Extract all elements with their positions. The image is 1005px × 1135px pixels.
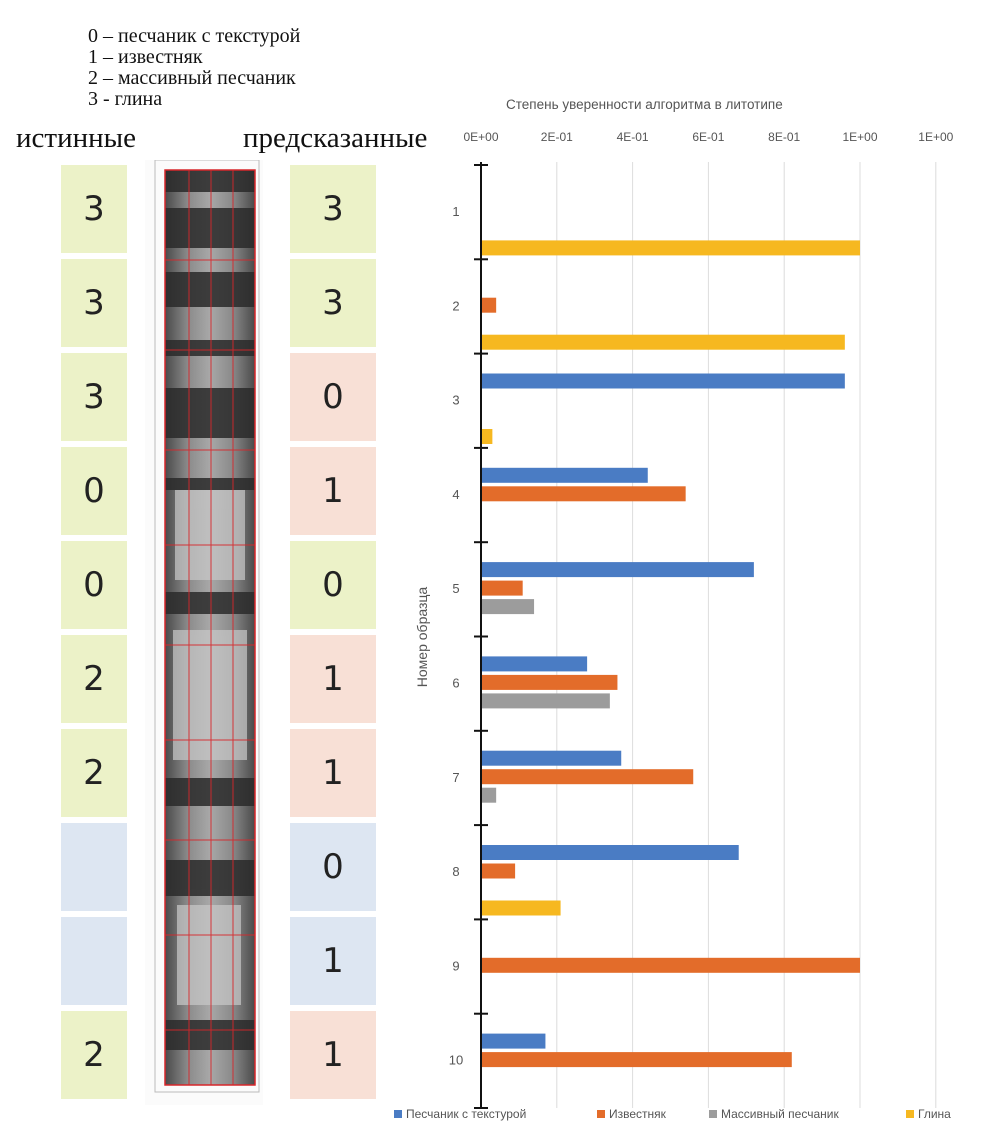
true-label-cell-6: 2	[61, 635, 127, 723]
y-tick-label-4: 4	[452, 486, 460, 502]
legend-item-1: 1 – известняк	[88, 46, 203, 68]
bar-sample-7-series-1	[481, 751, 621, 766]
bar-sample-4-series-2	[481, 486, 686, 501]
bar-sample-6-series-1	[481, 656, 587, 671]
x-tick-label-3: 6E-01	[692, 130, 725, 144]
legend-swatch-3	[709, 1110, 717, 1118]
predicted-label-cell-2: 3	[290, 259, 376, 347]
predicted-label-cell-1: 3	[290, 165, 376, 253]
legend-swatch-4	[906, 1110, 914, 1118]
legend-swatch-2	[597, 1110, 605, 1118]
y-tick-label-2: 2	[452, 298, 460, 314]
predicted-label-cell-8: 0	[290, 823, 376, 911]
legend-label-1: Песчаник с текстурой	[406, 1107, 527, 1121]
x-tick-label-5: 1E+00	[842, 130, 878, 144]
true-labels-heading: истинные	[16, 122, 136, 154]
legend-label-2: Известняк	[609, 1107, 666, 1121]
y-tick-label-9: 9	[452, 958, 460, 974]
bar-sample-5-series-3	[481, 599, 534, 614]
bar-sample-5-series-1	[481, 562, 754, 577]
legend-swatch-1	[394, 1110, 402, 1118]
predicted-label-cell-4: 1	[290, 447, 376, 535]
bar-sample-10-series-2	[481, 1052, 792, 1067]
legend-item-0: 0 – песчаник с текстурой	[88, 25, 301, 47]
x-tick-label-6: 1E+00	[918, 130, 954, 144]
y-tick-label-10: 10	[448, 1052, 464, 1068]
bar-sample-7-series-3	[481, 788, 496, 803]
y-tick-label-1: 1	[452, 204, 460, 219]
legend-label-3: Массивный песчаник	[721, 1107, 839, 1121]
bar-sample-4-series-1	[481, 468, 648, 483]
legend-label-4: Глина	[918, 1107, 951, 1121]
bar-sample-2-series-2	[481, 298, 496, 313]
legend-item-3: 3 - глина	[88, 88, 163, 110]
true-label-cell-4: 0	[61, 447, 127, 535]
x-tick-label-4: 8E-01	[768, 130, 801, 144]
y-axis-label: Номер образца	[414, 586, 430, 688]
true-label-cell-1: 3	[61, 165, 127, 253]
x-tick-label-0: 0E+00	[463, 130, 499, 144]
bar-sample-9-series-2	[481, 958, 860, 973]
predicted-labels-heading: предсказанные	[243, 122, 428, 154]
y-tick-label-5: 5	[452, 581, 460, 597]
predicted-label-cell-5: 0	[290, 541, 376, 629]
bar-sample-10-series-1	[481, 1034, 545, 1049]
predicted-label-cell-10: 1	[290, 1011, 376, 1099]
true-label-cell-10: 2	[61, 1011, 127, 1099]
predicted-label-cell-7: 1	[290, 729, 376, 817]
bar-sample-2-series-4	[481, 335, 845, 350]
y-tick-label-7: 7	[452, 769, 460, 785]
bar-sample-3-series-4	[481, 429, 492, 444]
y-tick-label-8: 8	[452, 864, 460, 880]
x-tick-label-2: 4E-01	[616, 130, 649, 144]
true-label-cell-7: 2	[61, 729, 127, 817]
true-label-cell-2: 3	[61, 259, 127, 347]
predicted-label-cell-3: 0	[290, 353, 376, 441]
bar-sample-5-series-2	[481, 581, 523, 596]
predicted-label-cell-9: 1	[290, 917, 376, 1005]
bar-sample-3-series-1	[481, 374, 845, 389]
y-tick-label-3: 3	[452, 392, 460, 408]
bar-sample-8-series-1	[481, 845, 739, 860]
bar-sample-6-series-3	[481, 693, 610, 708]
bar-sample-7-series-2	[481, 769, 693, 784]
x-tick-label-1: 2E-01	[540, 130, 573, 144]
bar-sample-8-series-2	[481, 864, 515, 879]
y-tick-label-6: 6	[452, 675, 460, 691]
chart-title: Степень уверенности алгоритма в литотипе	[506, 97, 783, 112]
bar-sample-1-series-4	[481, 240, 860, 255]
predicted-label-cell-6: 1	[290, 635, 376, 723]
legend-item-2: 2 – массивный песчаник	[88, 67, 296, 89]
bar-sample-8-series-4	[481, 901, 561, 916]
true-label-cell-3: 3	[61, 353, 127, 441]
true-label-cell-5: 0	[61, 541, 127, 629]
bar-sample-6-series-2	[481, 675, 617, 690]
